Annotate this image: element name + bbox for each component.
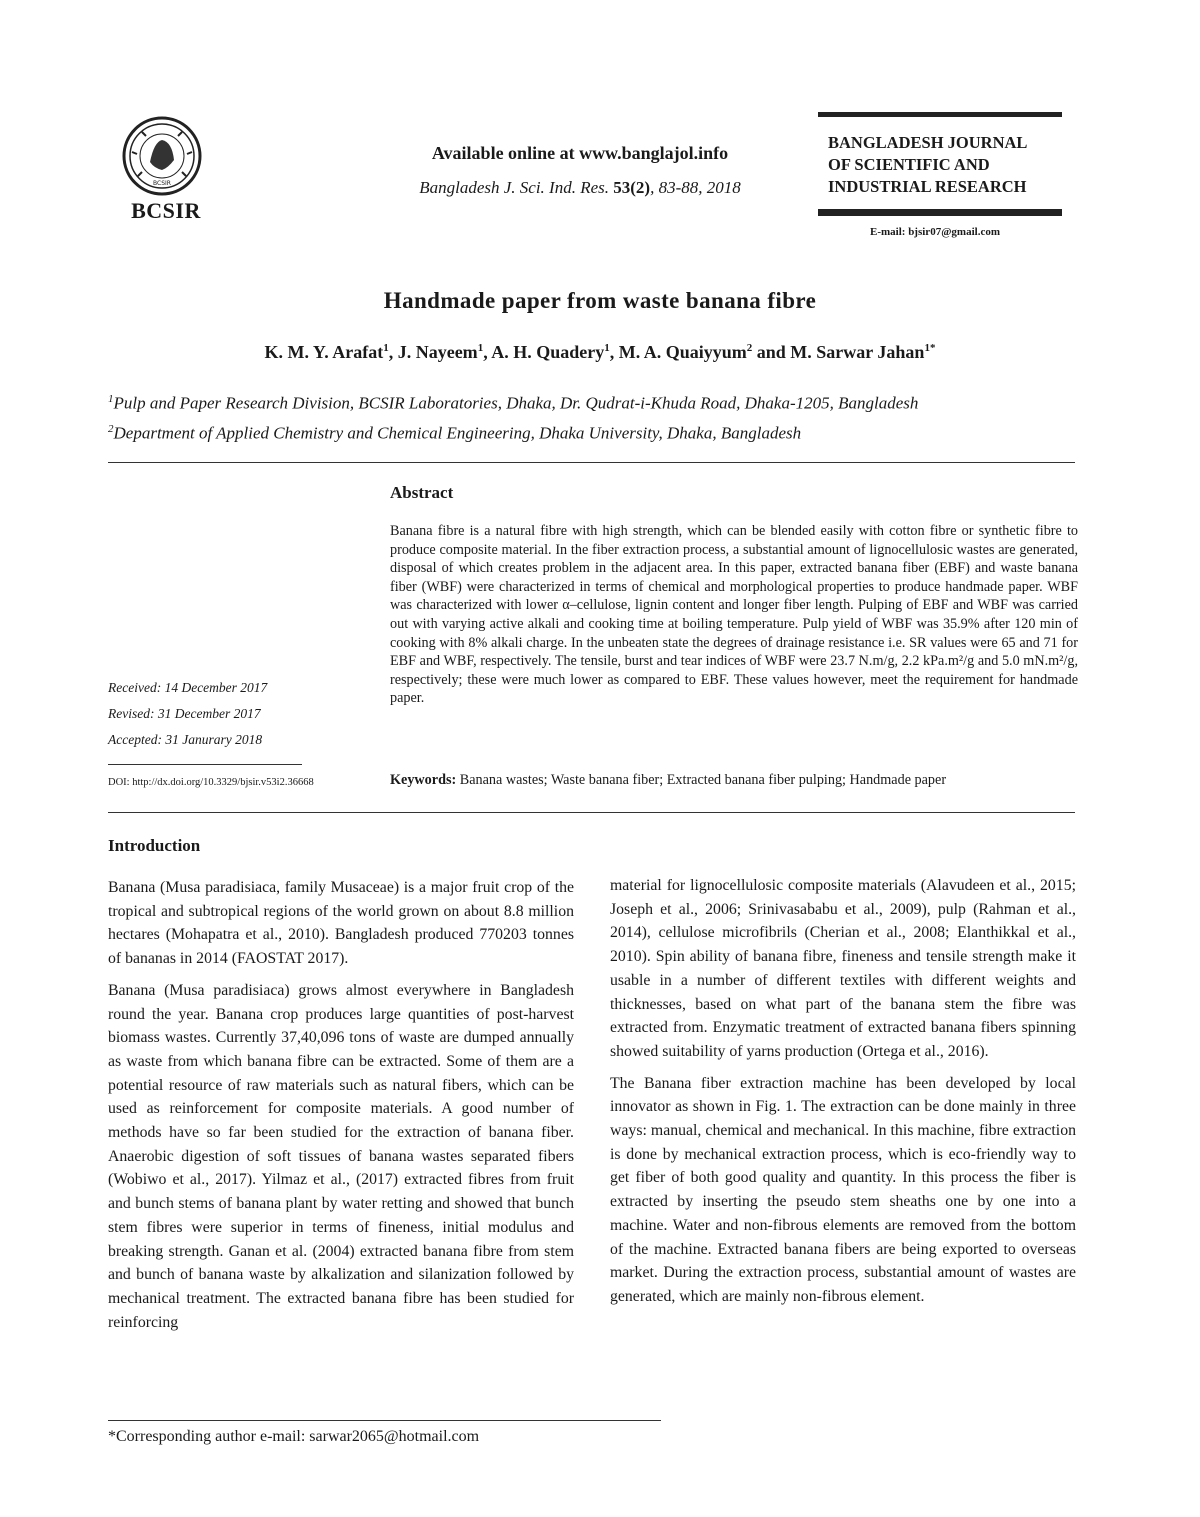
paragraph: The Banana fiber extraction machine has been developed by local innovator as shown in Fig. 1. The extraction can be done mainly in three ways: manual, chemical and mechanical. In this machine, fibre extraction is done by mechanical extraction process, which is eco-friendly way to get fiber of both good quality and quantity. In this process the fiber is extracted by inserting the pseudo stem sheaths one by one into a machine. Water and non-fibrous elements are removed from the bottom of the machine. Extracted banana fibers are being exported to overseas market. During the extraction process, substantial amount of wastes are generated, which are mainly non-fibrous element. [610, 1074, 1076, 1305]
author-name: M. A. Quaiyyum [618, 342, 747, 362]
footnote-divider [108, 1420, 661, 1421]
affiliation-2-text: Department of Applied Chemistry and Chemical Engineering, Dhaka University, Dhaka, Bangladesh [113, 423, 802, 443]
author-name: K. M. Y. Arafat [264, 342, 384, 362]
affiliation-1 [108, 393, 918, 414]
body-column-left [108, 876, 574, 1342]
author-separator: and [752, 342, 791, 362]
author-affiliation-sup: 1 [604, 342, 610, 354]
keywords-label: Keywords: [390, 772, 457, 788]
available-online-text: Available online at www.banglajol.info [431, 143, 729, 163]
citation-volume: 53(2) [613, 178, 651, 197]
journal-name [828, 132, 1068, 198]
journal-citation [380, 178, 780, 198]
journal-box-top-bar [818, 112, 1062, 117]
author-affiliation-sup: 2 [746, 342, 753, 354]
author-name: A. H. Quadery [491, 342, 605, 362]
keywords-list: Banana wastes; Waste banana fiber; Extracted banana fiber pulping; Handmade paper [456, 772, 947, 788]
author-affiliation-sup: 1 [477, 342, 484, 354]
author-affiliation-sup: 1* [924, 342, 936, 354]
affiliation-1-text: Pulp and Paper Research Division, BCSIR Laboratories, Dhaka, Dr. Qudrat-i-Khuda Road, Dhaka-1205, Bangladesh [113, 393, 919, 413]
keywords [390, 772, 1080, 789]
affiliation-2-sup: 2 [108, 423, 114, 435]
author-separator: , [388, 342, 398, 362]
affiliation-2 [108, 423, 801, 444]
journal-name-box [818, 112, 1062, 216]
citation-suffix: , 83-88, 2018 [650, 178, 741, 197]
dates-divider [108, 764, 302, 765]
abstract-heading: Abstract [390, 483, 454, 502]
abstract-divider [108, 812, 1075, 813]
header-divider [108, 462, 1075, 463]
introduction-heading: Introduction [108, 836, 201, 855]
author-list [100, 342, 1100, 363]
paragraph: Banana (Musa paradisiaca) grows almost everywhere in Bangladesh round the year. Banana crop produces large quantities of post-harvest biomass wastes. Currently 37,40,096 tons of waste are dumped annually as waste from which banana fibre can be extracted. Some of them are a potential resource of raw materials such as natural fibers, which can be used as reinforcement for composite materials. A good number of methods have so far been studied for the extraction of banana fiber. Anaerobic digestion of soft tissues of banana wastes separated fibers (Wobiwo et al., 2017). Yilmaz et al., (2017) extracted fibres from fruit and bunch stems of banana plant by water retting and showed that bunch stem fibres were superior in terms of fineness, initial modulus and breaking strength. Ganan et al. (2004) extracted banana fibre from stem and bunch of banana waste by alkalization and silanization followed by mechanical treatment. The extracted banana fibre has been studied for reinforcing [108, 981, 574, 1331]
author-affiliation-sup: 1 [383, 342, 389, 354]
body-column-right [610, 874, 1076, 1317]
revised-date: Revised: 31 December 2017 [108, 706, 261, 721]
journal-name-line-1: BANGLADESH JOURNAL [828, 133, 1028, 152]
journal-name-line-3: INDUSTRIAL RESEARCH [828, 177, 1027, 196]
author-separator: , [483, 342, 492, 362]
journal-email: E-mail: bjsir07@gmail.com [870, 226, 1000, 238]
bcsir-logo-text: BCSIR [131, 198, 201, 223]
journal-name-line-2: OF SCIENTIFIC AND [828, 155, 990, 174]
received-date: Received: 14 December 2017 [108, 680, 268, 695]
article-title: Handmade paper from waste banana fibre [383, 288, 817, 313]
journal-box-bottom-bar [818, 209, 1062, 216]
abstract-text: Banana fibre is a natural fibre with high strength, which can be blended easily with cotton fibre or synthetic fibre to produce composite material. In the fiber extraction process, a substantial amount of lignocellulosic wastes are generated, disposal of which creates problem in the adjacent area. In this paper, extracted banana fiber (EBF) and waste banana fiber (WBF) were characterized in terms of chemical and morphological properties to produce handmade paper. WBF was characterized with lower α–cellulose, lignin content and longer fiber length. Pulping of EBF and WBF was carried out with varying active alkali and cooking time at boiling temperature. Pulp yield of WBF was 35.9% after 120 min of cooking with 8% alkali charge. In the unbeaten state the degrees of drainage resistance i.e. SR values were 65 and 71 for EBF and WBF, respectively. The tensile, burst and tear indices of WBF were 23.7 N.m/g, 2.2 kPa.m²/g and 5.0 mN.m²/g, respectively; these were much lower as compared to EBF. These values however, meet the requirement for handmade paper. [390, 523, 1078, 707]
accepted-date: Accepted: 31 Janurary 2018 [108, 732, 263, 747]
author-separator: , [609, 342, 619, 362]
corresponding-author-footnote: *Corresponding author e-mail: sarwar2065@hotmail.com [108, 1428, 480, 1445]
author-name: J. Nayeem [397, 342, 478, 362]
citation-prefix: Bangladesh J. Sci. Ind. Res. [419, 178, 610, 197]
paragraph: Banana (Musa paradisiaca, family Musaceae) is a major fruit crop of the tropical and subtropical regions of the world grown on about 8.8 million hectares (Mohapatra et al., 2010). Bangladesh produced 770203 tonnes of bananas in 2014 (FAOSTAT 2017). [108, 879, 574, 968]
affiliation-1-sup: 1 [108, 393, 114, 405]
paragraph: material for lignocellulosic composite materials (Alavudeen et al., 2015; Joseph et al., 2006; Srinivasababu et al., 2009), pulp (Rahman et al., 2014), cellulose microfibrils (Cherian et al., 2008; Elanthikkal et al., 2010). Spin ability of banana fibre, fineness and tensile strength make it usable in a number of different textiles with different weights and thicknesses, based on what part of the banana stem the fibre was extracted from. Enzymatic treatment of extracted banana fibers spinning showed suitability of yarns production (Ortega et al., 2016). [610, 877, 1076, 1060]
doi-link[interactable]: DOI: http://dx.doi.org/10.3329/bjsir.v53i2.36668 [108, 777, 314, 788]
svg-text:BCSIR: BCSIR [153, 180, 171, 187]
author-name: M. Sarwar Jahan [790, 342, 925, 362]
